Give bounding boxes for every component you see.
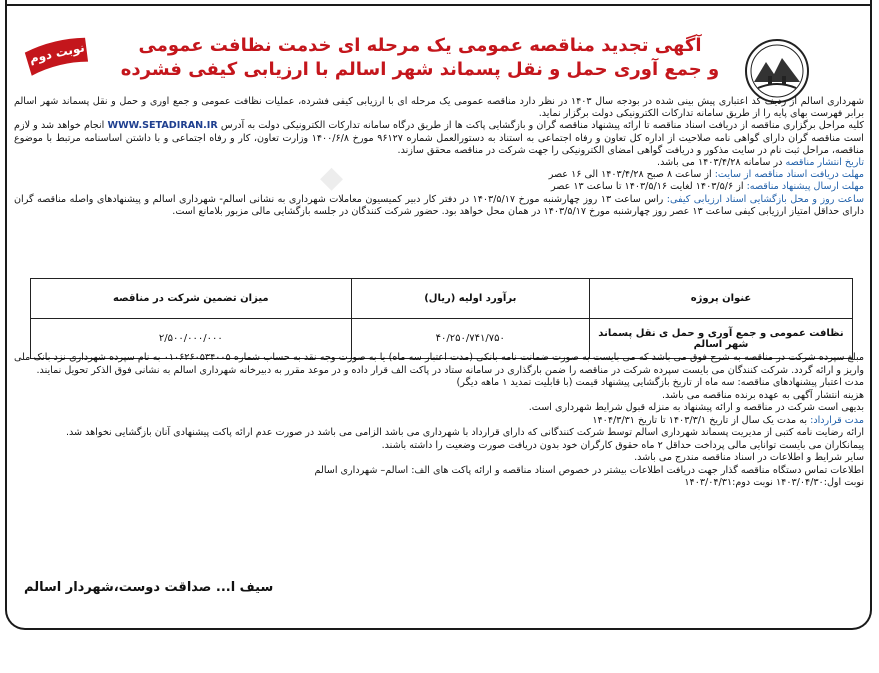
setad-url[interactable]: WWW.SETADIRAN.IR — [107, 120, 218, 132]
send-deadline-value: از ۱۴۰۳/۵/۶ لغایت ۱۴۰۳/۵/۱۶ تا ساعت ۱۳ عصر — [550, 181, 744, 193]
cell-project-title: نظافت عمومی و جمع آوری و حمل ی نقل پسماند شهر اسالم — [589, 319, 852, 359]
paragraph-acceptance: بدیهی است شرکت در مناقصه و ارائه پیشنهاد به منزله قبول شرایط شهرداری است. — [528, 402, 864, 413]
opening-line — [14, 194, 864, 218]
send-deadline-label: مهلت ارسال پیشنهاد مناقصه: — [746, 181, 864, 193]
receive-deadline-label: مهلت دریافت اسناد مناقصه از سایت: — [714, 169, 864, 181]
notice-title — [110, 34, 730, 82]
paragraph-dates: نوبت اول:۱۴۰۳/۰۴/۳۰ نوبت دوم:۱۴۰۳/۰۴/۳۱ — [684, 477, 864, 488]
procedure-text-a: کلیه مراحل برگزاری مناقصه از دریافت اسناد مناقصه تا ارائه پیشنهاد مناقصه گران و بازگشایی پاکت ها از طریق درگاه سامانه تدارکات الکترونیکی دولت به آدرس — [220, 120, 864, 132]
header-estimate: برآورد اولیه (ریال) — [351, 279, 589, 319]
paragraph-financial: پیمانکاران می بایست توانایی مالی پرداخت حداقل ۲ ماه حقوق کارگران خود بدون دریافت صورت وضعیت را داشته باشند. — [381, 439, 864, 451]
title-line-1: آگهی تجدید مناقصه عمومی یک مرحله ای خدمت نظافت عمومی — [138, 35, 702, 56]
notice-body — [14, 96, 864, 218]
contract-label: مدت قرارداد: — [810, 414, 864, 426]
receive-deadline-value: از ساعت ۸ صبح ۱۴۰۳/۴/۲۸ الی ۱۶ عصر — [548, 169, 712, 181]
paragraph-procedure — [14, 120, 864, 157]
notice-body-lower — [14, 352, 864, 490]
cell-guarantee: ۲/۵۰۰/۰۰۰/۰۰۰ — [31, 319, 352, 359]
paragraph-intro: شهرداری اسالم از ردیف کد اعتباری پیش بینی شده در بودجه سال ۱۴۰۳ در نظر دارد مناقصه عمومی یک مرحله ای با ارزیابی کیفی فشرده، عملیات نظافت عمومی و جمع اوری و حمل و نقل پسماند شهر اسالم برابر فهرست بهای پایه را از طریق سامانه تدارکات الکترونیکی دولت برگزار نماید. — [14, 96, 864, 120]
cell-estimate: ۴۰/۲۵۰/۷۴۱/۷۵۰ — [351, 319, 589, 359]
contract-value: به مدت یک سال از تاریخ ۱۴۰۳/۳/۱ تا تاریخ ۱۴۰۴/۳/۳۱ — [592, 414, 808, 426]
signature: سیف ا... صداقت دوست،شهردار اسالم — [24, 580, 274, 595]
send-deadline-line — [14, 181, 864, 193]
badge-label: نوبت دوم — [28, 40, 86, 66]
paragraph-cost: هزینه انتشار آگهی به عهده برنده مناقصه می باشد. — [661, 389, 864, 401]
header-guarantee: میزان تضمین شرکت در مناقصه — [31, 279, 352, 319]
paragraph-validity: مدت اعتبار پیشنهادهای مناقصه: سه ماه از تاریخ بازگشایی پیشنهاد قیمت (با قابلیت تمدید ۱ ماهه دیگر) — [456, 377, 864, 388]
paragraph-other: سایر شرایط و اطلاعات در اسناد مناقصه مندرج می باشد. — [634, 452, 864, 463]
table-header-row — [31, 279, 853, 319]
procedure-text-b: انجام خواهد شد و لازم است مناقصه گران دارای گواهی نامه صلاحیت از اداره کل تعاون و رفاه اجتماعی به استناد به دستورالعمل شماره ۹۶۱۲۷ مورخ ۱۴۰۰/۶/۸ وزارت تعاون، کار و رفاه اجتماعی و با داشتن اساسنامه مرتبط با موضوع مناقصه، مراحل ثبت نام در سایت مذکور و دریافت گواهی امضای الکترونیکی را جهت شرکت در مناقصه محقق سازند. — [14, 120, 864, 156]
receive-deadline-line — [14, 169, 864, 181]
publish-date-label: تاریخ انتشار مناقصه — [785, 157, 864, 169]
contract-line — [14, 415, 864, 428]
publish-date-value: در سامانه ۱۴۰۳/۴/۲۸ می باشد. — [657, 157, 783, 169]
watermark: ◆ — [320, 160, 344, 195]
paragraph-deposit: مبلغ سپرده شرکت در مناقصه به شرح فوق می باشد که می بایست به صورت ضمانت نامه بانکی (مدت اعتبار سه ماه) یا به صورت وجه نقد به حساب شماره ۰۱۰۶۲۶۰۵۳۴۰۰۵ به نام سپرده شهرداری نزد بانک ملی واریز و ارائه گردد. شرکت کنندگان می بایست سپرده شرکت در مناقصه را ضمن بارگذاری در سامانه ستاد در پاکت الف قرار داده و در موعد مقرر به دبیرخانه شهرداری اسالم به نشانی فوق الذکر تحویل نمایند. — [14, 352, 865, 376]
municipality-logo — [744, 38, 810, 104]
paragraph-contact: اطلاعات تماس دستگاه مناقصه گذار جهت دریافت اطلاعات بیشتر در خصوص اسناد مناقصه و ارائه پاکت های الف: اسالم– شهرداری اسالم — [314, 464, 864, 476]
title-line-2: و جمع آوری حمل و نقل پسماند شهر اسالم با ارزیابی کیفی فشرده — [120, 59, 720, 80]
header-project-title: عنوان پروژه — [589, 279, 852, 319]
opening-value: راس ساعت ۱۳ روز چهارشنبه مورخ ۱۴۰۳/۵/۱۷ در دفتر کار دبیر کمیسیون معاملات شهرداری به نشانی اسالم- شهرداری اسالم و پیشنهادهای واصله مناقصه گران دارای حداقل امتیاز ارزیابی کیفی ساعت ۱۳ عصر روز چهارشنبه مورخ ۱۴۰۳/۵/۱۷ در همان محل خواهد بود. حضور شرکت کنندگان در جلسه بازگشایی مالی مزبور بلامانع است. — [14, 193, 864, 217]
paragraph-consent: ارائه رضایت نامه کتبی از مدیریت پسماند شهرداری اسالم توسط شرکت کنندگانی که دارای قرارداد با شهرداری می باشد الزامی می باشد در صورت عدم ارائه پاکت پیشنهادی آنان بازگشایی نخواهد شد. — [65, 427, 864, 438]
publish-date-line — [14, 157, 864, 169]
project-table — [30, 278, 853, 359]
opening-label: ساعت روز و محل بازگشایی اسناد ارزیابی کیفی: — [666, 193, 864, 205]
